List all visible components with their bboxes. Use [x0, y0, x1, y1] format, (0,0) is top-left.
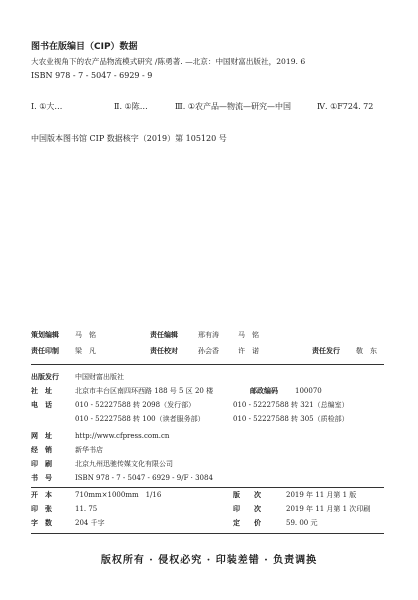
proofreader-1: 孙会香 [198, 347, 219, 355]
format: 710mm×1000mm 1/16 [75, 491, 162, 499]
cip-subject-3: Ⅲ. ①农产品—物流—研究—中国 [175, 102, 291, 111]
website-label: 网 址 [31, 432, 52, 440]
sheets: 11. 75 [75, 505, 98, 513]
cip-line-title: 大农业视角下的农产品物流模式研究 /陈勇著. —北京：中国财富出版社，2019. 6 [31, 57, 306, 66]
cip-subject-1: Ⅰ. ①大… [31, 102, 63, 111]
cip-subject-4: Ⅳ. ①F724. 72 [317, 102, 374, 111]
editor-1: 邢有涛 [198, 331, 219, 339]
printing: 2019 年 11 月第 1 次印刷 [286, 505, 371, 513]
printing-label: 印 次 [233, 505, 261, 513]
copyright-notice: 版权所有 · 侵权必究 · 印装差错 · 负责调换 [100, 555, 318, 566]
cip-number: 中国版本图书馆 CIP 数据核字（2019）第 105120 号 [31, 134, 227, 143]
publisher: 中国财富出版社 [75, 373, 124, 381]
printer-label: 印 刷 [31, 460, 52, 468]
book-number-label: 书 号 [31, 474, 52, 482]
divider-top [31, 364, 384, 365]
planning-editor: 马 铭 [75, 331, 96, 339]
release-label: 责任发行 [312, 347, 340, 355]
print-supervisor: 梁 凡 [75, 347, 96, 355]
editor-label: 责任编辑 [150, 331, 178, 339]
cip-isbn: ISBN 978 - 7 - 5047 - 6929 - 9 [31, 71, 153, 80]
website[interactable]: http://www.cfpress.com.cn [75, 432, 170, 440]
phone-label: 电 话 [31, 401, 52, 409]
print-supervisor-label: 责任印制 [31, 347, 59, 355]
sheets-label: 印 张 [31, 505, 52, 513]
edition-label: 版 次 [233, 491, 261, 499]
word-count-label: 字 数 [31, 519, 52, 527]
planning-editor-label: 策划编辑 [31, 331, 59, 339]
edition: 2019 年 11 月第 1 版 [286, 491, 357, 499]
word-count: 204 千字 [75, 519, 105, 527]
editor-2: 马 铭 [238, 331, 259, 339]
phone-3: 010 - 52227588 转 100（读者服务部） [75, 415, 205, 423]
distributor-label: 经 销 [31, 446, 52, 454]
postcode-label: 邮政编码 [250, 387, 278, 395]
printer: 北京九州迅驰传媒文化有限公司 [75, 460, 173, 468]
proofreader-label: 责任校对 [150, 347, 178, 355]
phone-1: 010 - 52227588 转 2098（发行部） [75, 401, 196, 409]
postcode: 100070 [295, 387, 322, 395]
proofreader-2: 许 诺 [238, 347, 259, 355]
format-label: 开 本 [31, 491, 52, 499]
price-label: 定 价 [233, 519, 261, 527]
address-label: 社 址 [31, 387, 52, 395]
cip-heading: 图书在版编目（CIP）数据 [31, 42, 138, 52]
distributor: 新华书店 [75, 446, 103, 454]
phone-2: 010 - 52227588 转 321（总编室） [233, 401, 349, 409]
release: 敬 东 [356, 347, 377, 355]
address: 北京市丰台区南四环西路 188 号 5 区 20 楼 [75, 387, 214, 395]
divider-mid [31, 487, 384, 488]
divider-bottom [31, 533, 384, 534]
book-number: ISBN 978 - 7 - 5047 - 6929 - 9/F · 3084 [75, 474, 213, 482]
publisher-label: 出版发行 [31, 373, 59, 381]
cip-subject-2: Ⅱ. ①陈… [114, 102, 148, 111]
phone-4: 010 - 52227588 转 305（质检部） [233, 415, 349, 423]
price: 59. 00 元 [286, 519, 318, 527]
